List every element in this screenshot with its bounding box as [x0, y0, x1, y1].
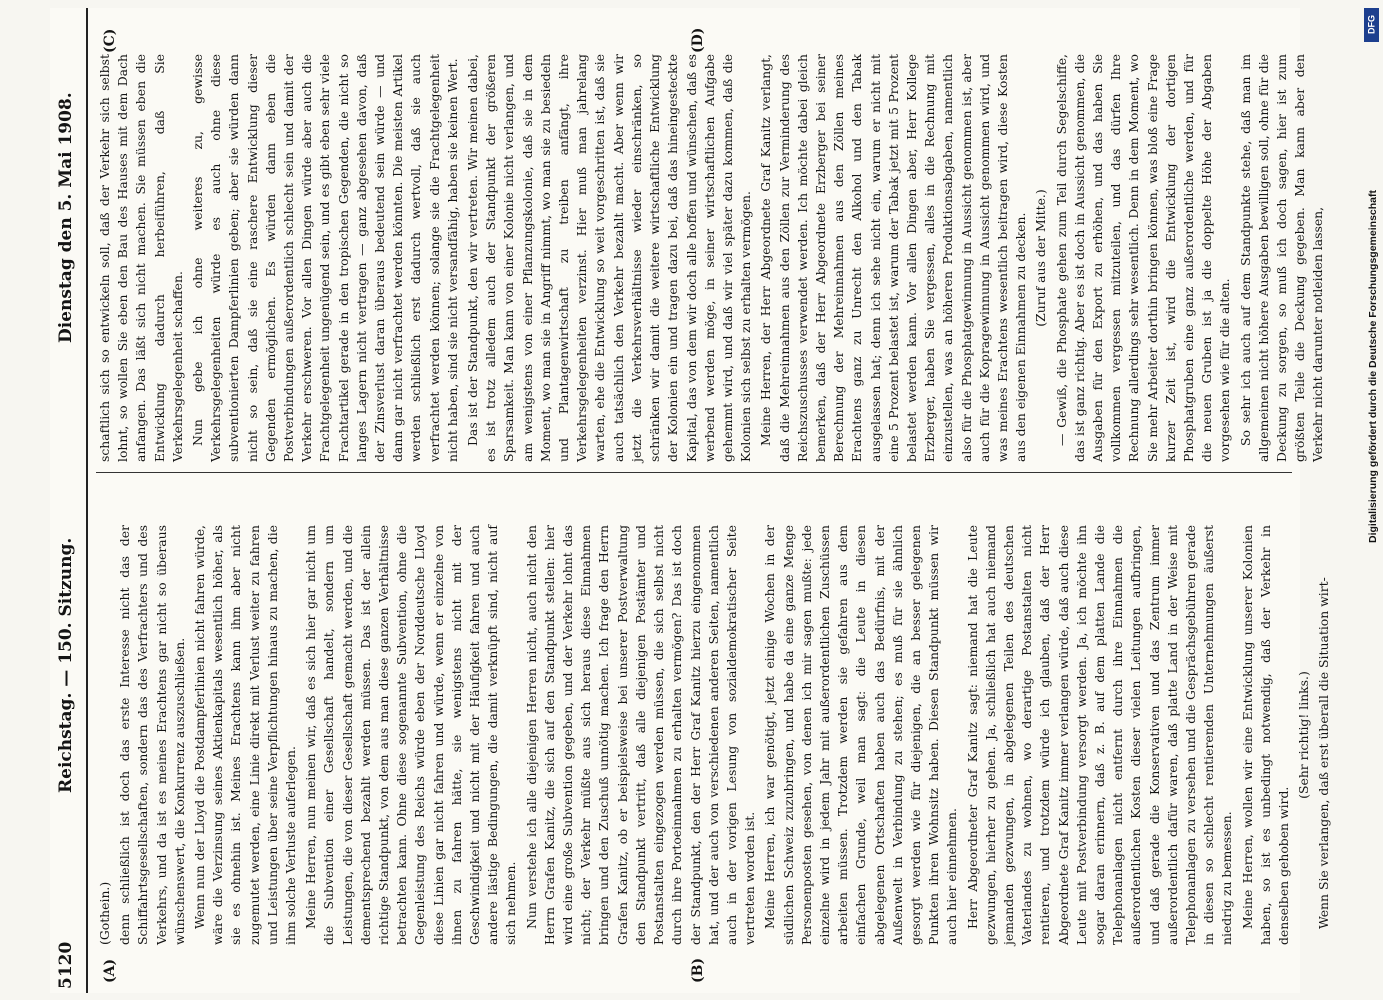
- paragraph: Meine Herren, ich war genötigt, jetzt einige Wochen in der südlichen Schweiz zuzubringen, und habe da eine ganze Menge Personenposten gesehen, von denen ich mir sagen mußte: jede einzelne wird in jedem Jahr mit außerordentlichen Zuschüssen arbeiten müssen. Trotzdem werden sie gefahren aus dem einfachen Grunde, weil man sagt: die Leute in diesen abgelegenen Ortschaften haben auch das Bedürfnis, mit der Außenwelt in Verbindung zu stehen; es muß für sie ähnlich gesorgt werden wie für diejenigen, die an besser gelegenen Punkten ihren Wohnsitz haben. Diesen Standpunkt müssen wir auch hier einnehmen.: [762, 525, 960, 945]
- right-column: [96, 54, 1326, 473]
- interjection: (Sehr richtig! links.): [1296, 671, 1312, 799]
- paragraph: — Gewiß, die Phosphate gehen zum Teil durch Segelschiffe, das ist ganz richtig. Aber es ist doch in Aussicht genommen, die Ausgaben für den Export zu erhöhen, und das haben Sie vollkommen vergessen mitzuteilen, und das dürfen Ihre Rechnung allerdings sehr wesentlich. Denn in dem Moment, wo Sie mehr Arbeiter dorthin bringen können, was bloß eine Frage kurzer Zeit ist, wird die Entwicklung der dortigen Phosphatgruben eine ganz außerordentliche werden, und für die neuen Gruben ist ja die doppelte Höhe der Abgaben vorgesehen wie für die alten.: [1053, 54, 1233, 462]
- paragraph: Meine Herren, nun meinen wir, daß es sich hier gar nicht um die Subvention einer Gesellschaft handelt, sondern um Leistungen, die von dieser Gesellschaft gemacht werden, und die dementsprechend bezahlt werden müssen. Das ist der allein richtige Standpunkt, von dem aus man diese ganzen Verhältnisse betrachten kann. Ohne diese sogenannte Subvention, ohne die Gegenleistung des Reichs würde eben der Norddeutsche Lloyd diese Linien gar nicht fahren und würde, wenn er einzelne von ihnen zu fahren hätte, sie wenigstens nicht mit der Geschwindigkeit und nicht mit der Häufigkeit fahren und auch andere lästige Bedingungen, die damit verknüpft sind, nicht auf sich nehmen.: [303, 525, 519, 945]
- speaker-tag: (Gothein.): [97, 881, 112, 945]
- paragraph: Nun gebe ich ohne weiteres zu, gewisse Verkehrsgelegenheiten würde es auch ohne diese subventionierten Dampferlinien geben; aber sie würden dann nicht so sein, daß sie eine raschere Entwicklung dieser Gegenden ermöglichen. Es würden dann eben die Postverbindungen außerordentlich schlecht sein und damit der Verkehr erschweren. Vor allen Dingen würde aber auch die Frachtgelegenheit ungenügend sein, und es gibt eben sehr viele Frachtartikel gerade in den tropischen Gegenden, die nicht so langes Lagern nicht vertragen — ganz abgesehen davon, daß der Zinsverlust daran überaus bedeutend sein würde — und dann gar nicht verfrachtet werden könnten. Die meisten Artikel werden schließlich erst dadurch wertvoll, daß sie auch verfrachtet werden können; solange sie die Frachtgelegenheit nicht haben, sind sie nicht versandfähig, haben sie keinen Wert.: [190, 54, 460, 462]
- rotated-document-page: [50, 8, 1332, 993]
- header-right: Dienstag den 5. Mai 1908.: [56, 92, 76, 343]
- margin-mark-b: (B): [690, 957, 706, 983]
- paragraph: denn schließlich ist doch das erste Interesse nicht das der Schiffahrtsgesellschaften, sondern das des Verfrachters und des Verkehrs, und da ist es meines Erachtens gar nicht so überaus wünschenswert, die Konkurrenz auszuschließen.: [117, 525, 187, 945]
- header-left: Reichstag. — 150. Sitzung.: [56, 537, 76, 793]
- interjection: (Zuruf aus der Mitte.): [1033, 189, 1049, 327]
- paragraph: Wenn nun der Lloyd die Postdampferlinien nicht fahren würde, wäre die Verzinsung seines Aktienkapitals wesentlich höher, als sie es ohnehin ist. Meines Erachtens kann ihm aber nicht zugemutet werden, eine Linie direkt mit Verlust weiter zu fahren und Leistungen über seine Verpflichtungen hinaus zu machen, die ihm solche Verluste auferlegen.: [192, 525, 299, 945]
- paragraph: schaftlich sich so entwickeln soll, daß der Verkehr sich selbst lohnt, so wollen Sie eben den Bau des Hauses mit dem Dach anfangen. Das läßt sich nicht machen. Sie müssen eben die Entwicklung dadurch herbeiführen, daß Sie Verkehrsgelegenheit schaffen.: [97, 54, 185, 462]
- running-header: [50, 8, 88, 993]
- margin-mark-a: (A): [102, 958, 118, 983]
- margin-mark-c: (C): [102, 28, 118, 53]
- page-number: 5120: [56, 941, 76, 989]
- digitization-credit: Digitalisierung gefördert durch die Deutsche Forschungsgemeinschaft: [1367, 190, 1379, 543]
- paragraph: So sehr ich auch auf dem Standpunkte stehe, daß man im allgemeinen nicht höhere Ausgaben bewilligen soll, ohne für die Deckung zu sorgen, so muß ich doch sagen, hier ist zum größten Teile die Deckung gegeben. Man kann aber den Verkehr nicht darunter notleiden lassen,: [1237, 54, 1326, 462]
- paragraph: Meine Herren, der Herr Abgeordnete Graf Kanitz verlangt, daß die Mehreinnahmen aus den Zöllen zur Verminderung des Reichszuschusses verwendet werden. Ich möchte dabei gleich bemerken, daß der Herr Abgeordnete Erzberger bei seiner Berechnung der Mehreinnahmen aus den Zöllen meines Erachtens ganz zu Unrecht den Alkohol und den Tabak ausgelassen hat; denn ich sehe nicht ein, warum er nicht mit eine 5 Prozent belastet ist, warum der Tabak jetzt mit 5 Prozent belastet werden kann. Vor allen Dingen aber, Herr Kollege Erzberger, haben Sie vergessen, alles in die Rechnung mit einzustellen, was an höheren Produktionsabgaben, namentlich also für die Phosphatgewinnung in Aussicht genommen ist, aber auch für die Kopragewinnung in Aussicht genommen wird, und was meines Erachtens wesentlich beitragen wird, diese Kosten aus den eigenen Einnahmen zu decken.: [758, 54, 1029, 462]
- paragraph: Meine Herren, wollen wir eine Entwicklung unserer Kolonien haben, so ist es unbedingt notwendig, daß der Verkehr in denselben gehoben wird.: [1239, 525, 1291, 945]
- paragraph: Nun verstehe ich alle diejenigen Herren nicht, auch nicht den Herrn Grafen Kanitz, die sich auf den Standpunkt stellen: hier wird eine große Subvention gegeben, und der Verkehr lohnt das nicht; der Verkehr müßte aus sich heraus diese Einnahmen bringen und den Zuschuß unnötig machen. Ich frage den Herrn Grafen Kanitz, ob er beispielsweise bei unserer Postverwaltung den Standpunkt vertritt, daß alle diejenigen Postämter und Postanstalten eingezogen werden müssen, die sich selbst nicht durch ihre Portoeinnahmen zu erhalten vermögen? Das ist doch der Standpunkt, den der Herr Graf Kanitz hierzu eingenommen hat, und der auch von verschiedenen anderen Seiten, namentlich auch in der vorigen Lesung von sozialdemokratischer Seite vertreten worden ist.: [523, 525, 758, 945]
- paragraph: Das ist der Standpunkt, den wir vertreten. Wir meinen dabei, es ist trotz alledem auch der Standpunkt der größeren Sparsamkeit. Man kann von einer Kolonie nicht verlangen, und am wenigstens von einer Pflanzungskolonie, daß sie in dem Moment, wo man sie in Angriff nimmt, wo man sie zu besiedeln und Plantagenwirtschaft zu treiben anfängt, ihre Verkehrsgelegenheiten verzinst. Hier muß man jahrelang warten, ehe die Entwicklung so weit vorgeschritten ist, daß sie auch tatsächlich den Verkehr bezahlt macht. Aber wenn wir jetzt die Verkehrsverhältnisse wieder einschränken, so schränken wir damit die weitere wirtschaftliche Entwicklung der Kolonien ein und tragen dazu bei, daß das hineingesteckte Kapital, das von dem wir doch alle hoffen und wünschen, daß es werbend werden möge, in seiner wirtschaftlichen Aufgabe gehemmt wird, und daß wir viel später dazu kommen, daß die Kolonien sich selbst zu erhalten vermögen.: [465, 54, 754, 462]
- left-column: [96, 525, 1332, 945]
- paragraph: Wenn Sie verlangen, daß erst überall die Situation wirt-: [1316, 577, 1332, 929]
- dfg-logo: DFG: [1364, 8, 1379, 42]
- margin-mark-d: (D): [690, 27, 706, 53]
- paragraph: Herr Abgeordneter Graf Kanitz sagt: niemand hat die Leute gezwungen, hierher zu gehen. Ja, schließlich hat auch niemand jemanden gezwungen, in abgelegenen Teilen des deutschen Vaterlandes zu wohnen, wo derartige Postanstalten nicht rentieren, und trotzdem würde ich glauben, daß der Herr Abgeordnete Graf Kanitz immer verlangen würde, daß auch diese Leute mit Postverbindung versorgt werden. Ja, ich möchte ihn sogar daran erinnern, daß z. B. auf dem platten Lande die Telephonanlagen nicht entfernt durch ihre Einnahmen die außerordentlichen Kosten dieser vielen Leitungen aufbringen, und daß gerade die Konservativen und das Zentrum immer außerordentlich dafür waren, daß platte Land in der Weise mit Telephonanlagen zu versehen und die Gesprächsgebühren gerade in diesen so schlecht rentierenden Unternehmungen äußerst niedrig zu bemessen.: [964, 525, 1235, 945]
